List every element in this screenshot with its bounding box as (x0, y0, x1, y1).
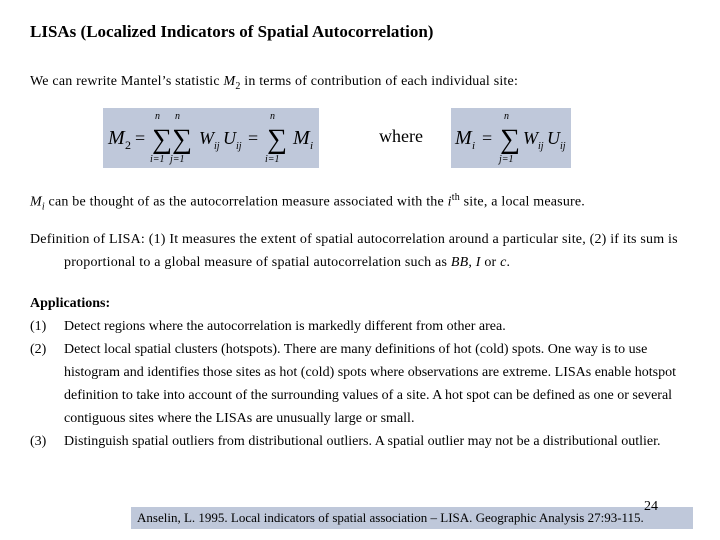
mi-description (30, 186, 585, 218)
definition-c: c (500, 255, 507, 270)
formula-rhs: M (293, 127, 310, 149)
applications-title: Applications: (30, 296, 111, 311)
lisa-sum-bot: j=1 (499, 154, 514, 165)
page-title: LISAs (Localized Indicators of Spatial Autocorrelation) (30, 22, 434, 41)
sum-bot-3: i=1 (265, 154, 280, 165)
definition-end: . (506, 255, 511, 270)
lisa-formula (451, 108, 571, 168)
definition-i: I (475, 255, 481, 270)
item-text: Detect regions where the autocorrelation is markedly different from other area. (64, 319, 506, 334)
sum-top-1: n (155, 111, 160, 122)
intro-var: M (223, 74, 236, 89)
intro-line (30, 70, 518, 98)
applications-section (30, 292, 695, 453)
sum-symbol-2: ∑ (172, 124, 192, 155)
mi-end: site, a local measure. (459, 194, 586, 210)
term-u: U (223, 128, 236, 148)
intro-after: in terms of contribution of each individual site: (240, 74, 519, 89)
lisa-term-w: W (523, 128, 538, 148)
mi-sup: th (451, 192, 460, 203)
page-number: 24 (644, 499, 658, 514)
formula-lhs: M (108, 127, 125, 149)
formula-lhs-sub: 2 (125, 138, 131, 152)
formula-eq: = (135, 128, 146, 148)
definition-start: Definition of LISA: (1) It measures the extent of spatial autocorrelation around a particular site, (2) if its sum is proportional to a global measure of spatial autocorrelation such as (30, 232, 678, 270)
intro-before: We can rewrite Mantel’s statistic (30, 74, 224, 89)
citation-box: Anselin, L. 1995. Local indicators of spatial association – LISA. Geographic Analysis 27:93-115. (131, 507, 693, 529)
lisa-sum-symbol: ∑ (500, 124, 520, 155)
where-label: where (379, 126, 423, 146)
mantel-formula (103, 108, 319, 168)
term-u-sub: ij (236, 141, 242, 152)
lisa-term-u-sub: ij (560, 141, 566, 152)
lisa-lhs-sub: i (472, 140, 476, 152)
sum-bot-1: i=1 (150, 154, 165, 165)
sum-symbol-1: ∑ (152, 124, 172, 155)
list-item (30, 315, 695, 338)
mi-ivar: i (447, 194, 452, 210)
sum-top-3: n (270, 111, 275, 122)
lisa-eq: = (482, 128, 493, 148)
sum-symbol-3: ∑ (267, 124, 287, 155)
item-number: (2) (30, 342, 47, 357)
sum-top-2: n (175, 111, 180, 122)
definition-bb: BB (450, 255, 469, 270)
formula-rhs-sub: i (310, 140, 314, 152)
sum-bot-2: j=1 (170, 154, 185, 165)
mi-var: M (30, 194, 42, 210)
lisa-lhs: M (455, 127, 472, 149)
lisa-definition (30, 228, 720, 274)
term-w: W (199, 128, 214, 148)
item-text: Detect local spatial clusters (hotspots). There are many definitions of hot (cold) spots. One way is to use histogram and identifies those sites as hot (cold) spots where observations are extreme. LISAs enable hotspot definition to take into account of the surrounding values of a site. A hot spot can be defined as one or several contiguous sites where the LISAs are unusually large or small. (64, 342, 676, 426)
item-number: (3) (30, 434, 47, 449)
definition-or: or (480, 255, 501, 270)
definition-comma: , (468, 255, 476, 270)
lisa-term-u: U (547, 128, 560, 148)
item-text: Distinguish spatial outliers from distributional outliers. A spatial outlier may not be a distributional outlier. (64, 434, 661, 449)
lisa-term-w-sub: ij (538, 141, 544, 152)
mi-middle: can be thought of as the autocorrelation measure associated with the (44, 194, 448, 210)
item-number: (1) (30, 319, 47, 334)
formula-eq2: = (248, 128, 259, 148)
list-item (30, 430, 695, 453)
lisa-sum-top: n (504, 111, 509, 122)
mi-sub: i (41, 201, 45, 213)
intro-sub: 2 (235, 80, 241, 92)
list-item (30, 338, 695, 430)
term-w-sub: ij (214, 141, 220, 152)
